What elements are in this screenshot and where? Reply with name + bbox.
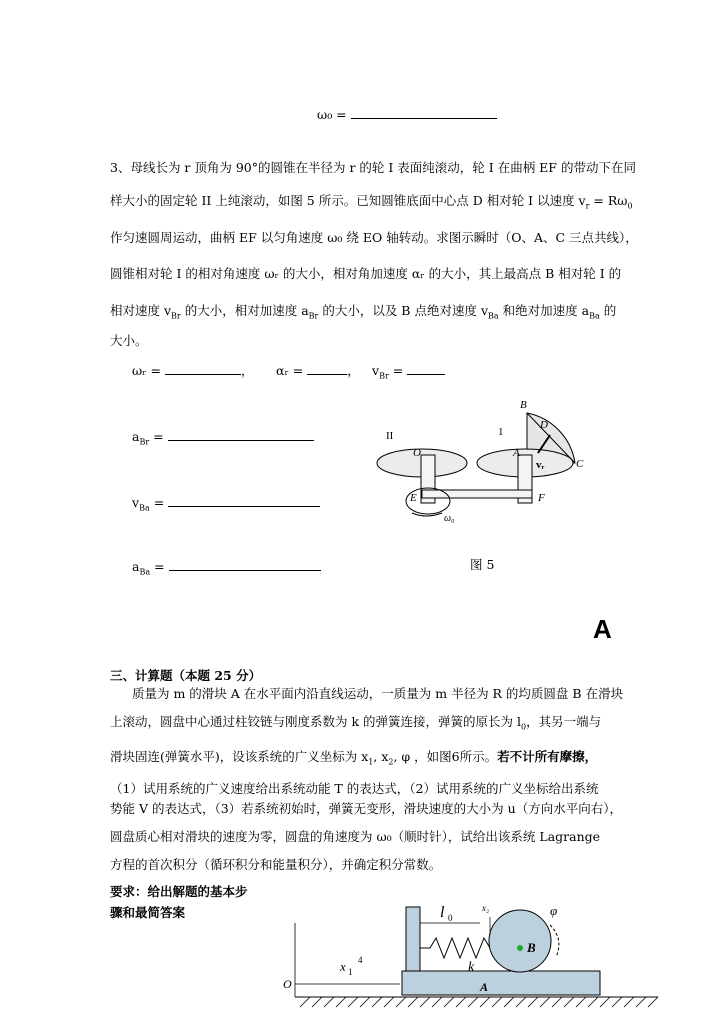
ans-abr-blank[interactable] xyxy=(168,428,314,441)
fig6-label-A: A xyxy=(480,980,489,994)
s3-p3-sub2: 2 xyxy=(388,757,394,767)
ans-alpha-r-label: αᵣ = xyxy=(276,363,304,378)
ans-vba xyxy=(132,494,320,517)
fig5-label-A: A xyxy=(513,447,520,459)
q3-l5-b: Br xyxy=(171,311,181,321)
answer-blank[interactable] xyxy=(351,106,497,119)
q3-line2 xyxy=(110,193,633,215)
s3-p2-b: ，其另一端与 xyxy=(526,714,602,729)
q3-line2-sub: r xyxy=(585,201,590,211)
fig6-label-l0: l xyxy=(440,904,445,921)
fig6-label-x1: x xyxy=(340,959,346,974)
s3-p3-bold: 若不计所有摩擦， xyxy=(497,749,598,764)
ans-vbr-blank[interactable] xyxy=(407,362,445,375)
section3-p1: 质量为 m 的滑块 A 在水平面内沿直线运动，一质量为 m 半径为 R 的均质圆盘 B 在滑块 xyxy=(132,686,624,701)
fig5-label-E: E xyxy=(410,492,417,504)
s3-p3-sub1: 1 xyxy=(368,757,374,767)
section3-p6: 圆盘质心相对滑块的速度为零，圆盘的角速度为 ω₀（顺时针），试给出该系统 Lagrange xyxy=(110,829,601,844)
ans-omega-r-blank[interactable] xyxy=(165,362,241,375)
ans-aba-a: a xyxy=(132,559,140,574)
top-answer-line xyxy=(317,106,497,123)
section3-p4: （1）试用系统的广义速度给出系统动能 T 的表达式，（2）试用系统的广义坐标给出系统 xyxy=(110,781,599,796)
q3-line2-tail-sub: 0 xyxy=(627,201,633,211)
s3-p3-a: 滑块固连(弹簧水平)，设该系统的广义坐标为 x xyxy=(110,749,369,764)
s3-p2-sub: 0 xyxy=(521,722,527,732)
ans-aba-blank[interactable] xyxy=(169,558,321,571)
ans-vba-eq: = xyxy=(149,495,165,510)
fig6-label-x1-sup: 4 xyxy=(358,955,363,965)
section3-p5: 势能 V 的表达式，（3）若系统初始时，弹簧无变形，滑块速度的大小为 u（方向水平向右）， xyxy=(110,801,622,816)
figure-5 xyxy=(370,395,610,530)
ans-aba-sub: Ba xyxy=(139,567,151,577)
q3-line2-text: 样大小的固定轮 II 上纯滚动，如图 5 所示。已知圆锥底面中心点 D 相对轮 I 以速度 v xyxy=(110,193,586,208)
fig6-label-x2: x₂ xyxy=(482,903,490,913)
fig5-label-O: O xyxy=(413,447,421,459)
q3-l5-h: Ba xyxy=(589,311,600,321)
q3-l5-a: 相对速度 v xyxy=(110,303,172,318)
fig6-label-k: k xyxy=(468,960,475,975)
section3-p2 xyxy=(110,714,601,736)
fig6-label-l0-sub: 0 xyxy=(448,913,453,923)
ans-omega-r xyxy=(132,362,253,379)
ans-abr-sub: Br xyxy=(139,437,150,447)
section-letter: A xyxy=(593,614,612,644)
q3-line1: 3、母线长为 r 顶角为 90°的圆锥在半径为 r 的轮 I 表面纯滚动，轮 I 在曲柄 EF 的带动下在同 xyxy=(110,160,636,175)
ans-aba xyxy=(132,558,321,581)
fig5-label-C: C xyxy=(576,458,584,470)
s3-p3-c: , φ ，如图6所示。 xyxy=(393,749,498,764)
s3-p2-a: 上滚动，圆盘中心通过柱铰链与刚度系数为 k 的弹簧连接，弹簧的原长为 l xyxy=(110,714,521,729)
comma1: ， xyxy=(240,363,254,378)
q3-line6: 大小。 xyxy=(110,333,148,348)
ans-vba-v: v xyxy=(132,495,140,510)
q3-l5-g: 和绝对加速度 a xyxy=(498,303,590,318)
q3-line3: 作匀速圆周运动，曲柄 EF 以匀角速度 ω₀ 绕 EO 轴转动。求图示瞬时（O、A、C 三点共线）， xyxy=(110,230,638,245)
section3-req1: 要求：给出解题的基本步 xyxy=(110,884,248,899)
omega0-label: ω₀ = xyxy=(317,107,347,122)
ans-vbr-v: v xyxy=(372,363,380,378)
q3-line4: 圆锥相对轮 I 的相对角速度 ωᵣ 的大小，相对角加速度 αᵣ 的大小，其上最高点 B 相对轮 I 的 xyxy=(110,266,622,281)
ans-abr xyxy=(132,428,314,451)
ans-alpha-r-blank[interactable] xyxy=(307,362,347,375)
q3-l5-d: Br xyxy=(308,311,319,321)
fig6-label-B: B xyxy=(527,940,536,955)
section3-p7: 方程的首次积分（循环积分和能量积分），并确定积分常数。 xyxy=(110,857,442,872)
figure-5-caption: 图 5 xyxy=(470,557,495,572)
ans-vbr-eq: = xyxy=(388,363,404,378)
fig5-label-D: D xyxy=(540,419,548,431)
section3-p3 xyxy=(110,749,597,771)
ans-abr-a: a xyxy=(132,429,140,444)
fig5-label-vr: vᵣ xyxy=(536,459,545,471)
q3-l5-f: Ba xyxy=(488,311,499,321)
section3-heading: 三、计算题（本题 25 分） xyxy=(110,668,262,683)
q3-line5 xyxy=(110,303,616,325)
fig5-label-B: B xyxy=(520,399,527,411)
ans-alpha-r xyxy=(276,362,360,379)
ans-vba-blank[interactable] xyxy=(168,494,320,507)
fig5-label-II: II xyxy=(386,430,394,442)
q3-l5-i: 的 xyxy=(599,303,617,318)
q3-l5-e: 的大小，以及 B 点绝对速度 v xyxy=(318,303,489,318)
ans-abr-eq: = xyxy=(149,429,164,444)
fig5-label-F: F xyxy=(538,492,545,504)
ans-vba-sub: Ba xyxy=(139,503,150,513)
fig5-label-I: 1 xyxy=(498,426,504,438)
fig5-label-omega: ω₀ xyxy=(444,513,455,524)
ans-vbr-sub: Br xyxy=(379,371,389,381)
comma2: ， xyxy=(347,363,360,378)
fig6-label-O: O xyxy=(283,977,292,991)
fig6-label-phi: φ xyxy=(550,903,558,918)
section3-req2: 骤和最简答案 xyxy=(110,905,186,920)
ans-omega-r-label: ωᵣ = xyxy=(132,363,161,378)
ans-aba-eq: = xyxy=(150,559,165,574)
fig6-label-x1-sub: 1 xyxy=(348,967,353,977)
figure-6 xyxy=(280,895,660,1024)
q3-line2-tail: = Rω xyxy=(589,193,628,208)
q3-l5-c: 的大小，相对加速度 a xyxy=(180,303,309,318)
s3-p3-b: , x xyxy=(373,749,389,764)
ans-vbr xyxy=(372,362,445,385)
